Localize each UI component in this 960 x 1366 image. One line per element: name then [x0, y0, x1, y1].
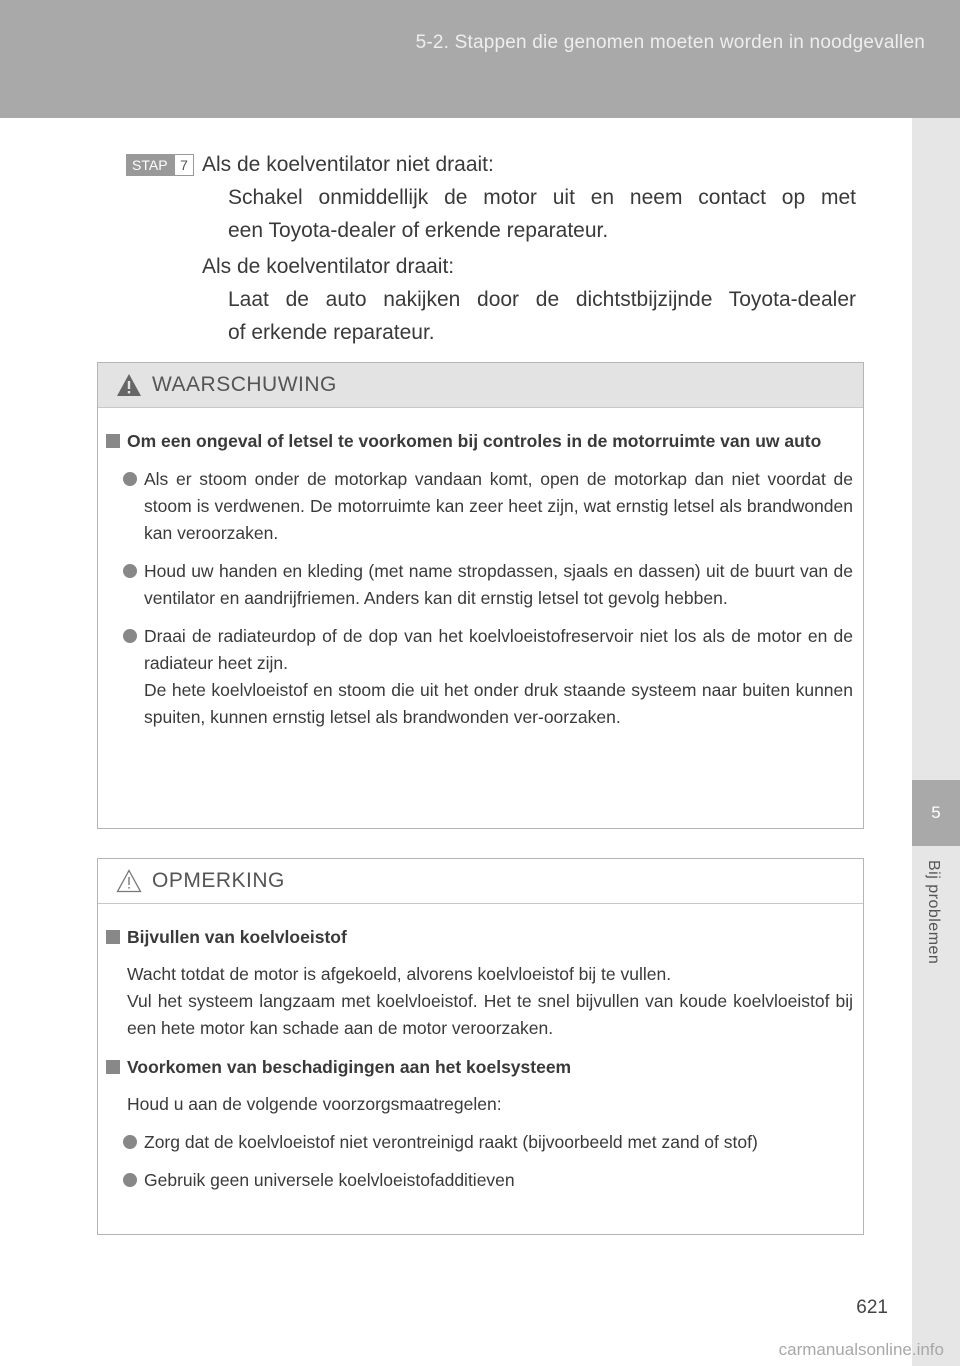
warning-item [106, 623, 853, 731]
page-number: 621 [856, 1297, 888, 1318]
note-title: OPMERKING [152, 869, 285, 892]
note-item-text: Zorg dat de koelvloeistof niet verontreinigd raakt (bijvoorbeeld met zand of stof) [144, 1132, 758, 1152]
note-section-heading [106, 924, 853, 951]
bullet-icon [123, 629, 137, 643]
note-body [98, 904, 863, 1204]
warning-item-text: Als er stoom onder de motorkap vandaan komt, open de motorkap dan niet voordat de stoom is verdwenen. De motorruimte kan zeer heet zijn, wat ernstig letsel als brandwonden kan veroorzaken. [144, 469, 853, 543]
header-band [0, 0, 960, 118]
warning-title: WAARSCHUWING [152, 373, 337, 396]
chapter-label: Bij problemen [925, 860, 942, 965]
step-badge [126, 154, 194, 176]
warning-item-text: Houd uw handen en kleding (met name stropdassen, sjaals en dassen) uit de buurt van de ventilator en aandrijfriemen. Anders kan dit ernstig letsel tot gevolg hebben. [144, 561, 853, 608]
step-badge-label: STAP [132, 157, 168, 173]
note-text: Wacht totdat de motor is afgekoeld, alvorens koelvloeistof bij te vullen. [127, 964, 672, 984]
note-heading-text: Bijvullen van koelvloeistof [127, 927, 347, 947]
chapter-label-box [912, 846, 960, 996]
warning-item [106, 466, 853, 547]
note-item [106, 1167, 853, 1194]
section-header: 5-2. Stappen die genomen moeten worden in noodgevallen [415, 32, 925, 53]
watermark: carmanualsonline.info [778, 1340, 944, 1359]
step-badge-number: 7 [174, 154, 194, 176]
note-header [98, 859, 863, 904]
caution-icon [116, 869, 142, 893]
warning-heading-text: Om een ongeval of letsel te voorkomen bij controles in de motorruimte van uw auto [127, 431, 822, 451]
warning-box [97, 362, 864, 829]
warning-item [106, 558, 853, 612]
warning-body [98, 408, 863, 741]
warning-icon [116, 373, 142, 397]
note-heading-text: Voorkomen van beschadigingen aan het koelsysteem [127, 1057, 572, 1077]
warning-item-text: Draai de radiateurdop of de dop van het koelvloeistofreservoir niet los als de motor en de radiateur heet zijn. [144, 626, 853, 673]
note-item [106, 1129, 853, 1156]
step-condition-2: Als de koelventilator draait: [202, 255, 455, 278]
warning-header [98, 363, 863, 408]
bullet-icon [123, 564, 137, 578]
bullet-icon [123, 1173, 137, 1187]
square-bullet-icon [106, 930, 120, 944]
note-section-heading [106, 1054, 853, 1081]
warning-section-heading [106, 428, 853, 455]
step-action-1b: een Toyota-dealer of erkende reparateur. [228, 219, 609, 242]
note-text: Vul het systeem langzaam met koelvloeistof. Het te snel bijvullen van koude koelvloeistof bij een hete motor kan schade aan de motor veroorzaken. [127, 991, 853, 1038]
step-action-2a: Laat de auto nakijken door de dichtstbijzijnde Toyota-dealer [228, 288, 856, 311]
note-paragraph [106, 961, 853, 1042]
bullet-icon [123, 472, 137, 486]
step-action-1a: Schakel onmiddellijk de motor uit en neem contact op met [228, 186, 856, 209]
side-tab [912, 118, 960, 1366]
note-paragraph: Houd u aan de volgende voorzorgsmaatregelen: [127, 1094, 502, 1114]
bullet-icon [123, 1135, 137, 1149]
step-action-2b: of erkende reparateur. [228, 321, 435, 344]
warning-item-text: De hete koelvloeistof en stoom die uit het onder druk staande systeem naar buiten kunnen spuiten, kunnen ernstig letsel als brandwonden ver-oorzaken. [144, 680, 853, 727]
chapter-number: 5 [912, 780, 960, 846]
square-bullet-icon [106, 434, 120, 448]
step-condition-1: Als de koelventilator niet draait: [202, 153, 494, 176]
square-bullet-icon [106, 1060, 120, 1074]
note-box [97, 858, 864, 1235]
note-item-text: Gebruik geen universele koelvloeistofadditieven [144, 1170, 515, 1190]
